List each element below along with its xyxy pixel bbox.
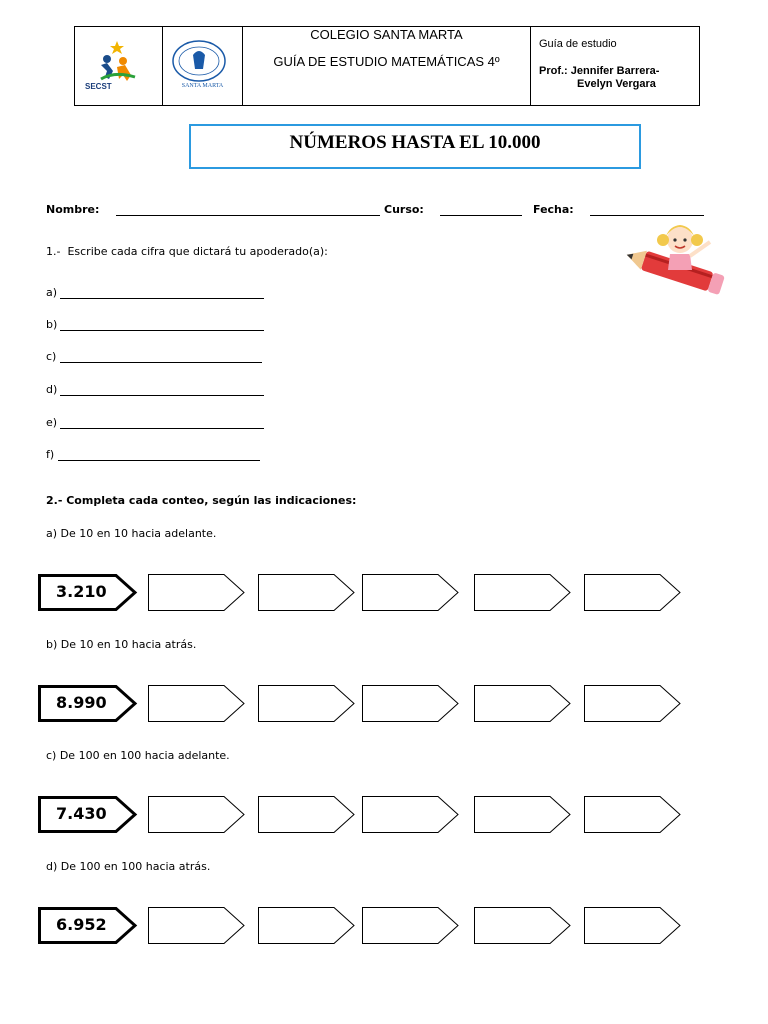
answer-arrow-box[interactable]	[148, 685, 246, 723]
guide-title: GUÍA DE ESTUDIO MATEMÁTICAS 4º	[273, 54, 500, 69]
header-table	[74, 26, 700, 106]
answer-arrow-box[interactable]	[258, 907, 356, 945]
answer-arrow-box[interactable]	[584, 685, 682, 723]
start-number: 6.952	[56, 915, 107, 934]
santa-marta-logo-cell	[163, 27, 243, 105]
nombre-field[interactable]	[116, 215, 380, 216]
start-number: 7.430	[56, 804, 107, 823]
q2-row-label: b) De 10 en 10 hacia atrás.	[46, 638, 197, 651]
q1-item-label: f)	[46, 448, 55, 461]
santa-marta-logo-icon	[163, 27, 243, 105]
curso-label: Curso:	[384, 203, 424, 216]
secst-logo-icon	[75, 27, 163, 105]
q1-answer-line[interactable]	[60, 298, 264, 299]
q1-item-label: d)	[46, 383, 58, 396]
start-number: 3.210	[56, 582, 107, 601]
answer-arrow-box[interactable]	[362, 796, 460, 834]
title-cell	[243, 27, 531, 105]
q1-answer-line[interactable]	[60, 395, 264, 396]
santa-marta-logo-text: SANTA MARTA	[181, 83, 224, 89]
answer-arrow-box[interactable]	[474, 574, 572, 612]
answer-arrow-box[interactable]	[148, 907, 246, 945]
start-number: 8.990	[56, 693, 107, 712]
answer-arrow-box[interactable]	[258, 685, 356, 723]
answer-arrow-box[interactable]	[584, 796, 682, 834]
q2-row-label: d) De 100 en 100 hacia atrás.	[46, 860, 211, 873]
secst-logo-cell	[75, 27, 163, 105]
q2-row-label: a) De 10 en 10 hacia adelante.	[46, 527, 217, 540]
q2-prompt: 2.- Completa cada conteo, según las indicaciones:	[46, 494, 357, 507]
answer-arrow-box[interactable]	[584, 907, 682, 945]
school-name: COLEGIO SANTA MARTA	[310, 27, 463, 42]
fecha-label: Fecha:	[533, 203, 574, 216]
q1-answer-line[interactable]	[60, 428, 264, 429]
nombre-label: Nombre:	[46, 203, 100, 216]
doc-type: Guía de estudio	[539, 38, 617, 50]
q1-item-label: c)	[46, 350, 57, 363]
answer-arrow-box[interactable]	[258, 796, 356, 834]
page-title: NÚMEROS HASTA EL 10.000	[289, 132, 541, 153]
title-box	[189, 124, 641, 169]
answer-arrow-box[interactable]	[148, 796, 246, 834]
q1-item-label: e)	[46, 416, 58, 429]
girl-on-pencil-icon	[620, 212, 738, 298]
answer-arrow-box[interactable]	[362, 907, 460, 945]
teacher-line-1: Prof.: Jennifer Barrera-	[539, 65, 660, 77]
answer-arrow-box[interactable]	[258, 574, 356, 612]
q1-prompt: 1.- Escribe cada cifra que dictará tu apoderado(a):	[46, 245, 328, 258]
secst-logo-text: SECST	[85, 82, 112, 91]
answer-arrow-box[interactable]	[362, 685, 460, 723]
answer-arrow-box[interactable]	[584, 574, 682, 612]
teacher-line-2: Evelyn Vergara	[577, 78, 656, 90]
q1-answer-line[interactable]	[58, 460, 260, 461]
q1-item-label: b)	[46, 318, 58, 331]
answer-arrow-box[interactable]	[362, 574, 460, 612]
q2-row-label: c) De 100 en 100 hacia adelante.	[46, 749, 230, 762]
answer-arrow-box[interactable]	[474, 907, 572, 945]
q1-item-label: a)	[46, 286, 58, 299]
answer-arrow-box[interactable]	[474, 685, 572, 723]
answer-arrow-box[interactable]	[148, 574, 246, 612]
info-cell	[531, 27, 699, 105]
curso-field[interactable]	[440, 215, 522, 216]
answer-arrow-box[interactable]	[474, 796, 572, 834]
q1-answer-line[interactable]	[60, 362, 262, 363]
q1-answer-line[interactable]	[60, 330, 264, 331]
